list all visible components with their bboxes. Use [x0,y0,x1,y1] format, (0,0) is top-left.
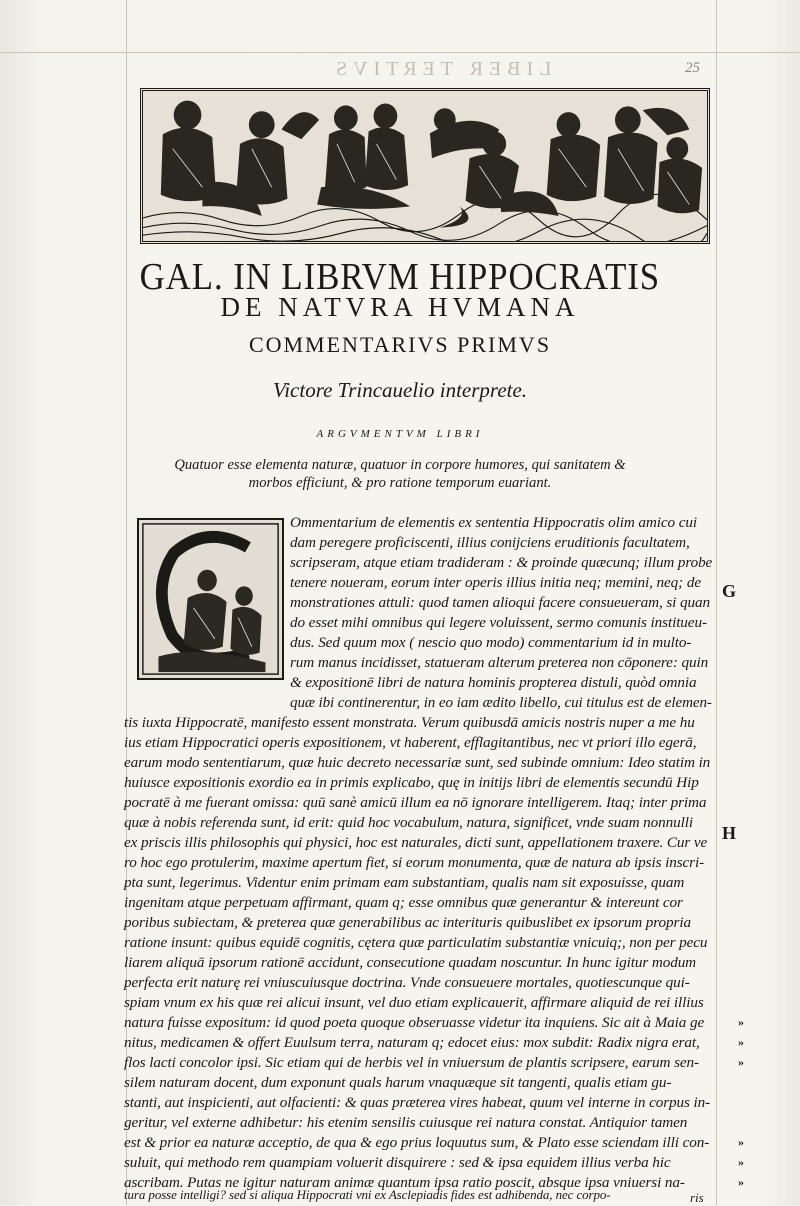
book-title: GAL. IN LIBRVM HIPPOCRATIS [139,256,661,298]
body-line: ro hoc ego protulerim, maxime apertum fiet, si eorum monumenta, quæ de natura ab ipsis inscri- [124,854,705,871]
body-line: dam peregere proficiscenti, illius conijciens eruditionis facultatem, [290,534,690,551]
bleed-through-text: LIBER TERTIVS [330,58,552,80]
body-line: tenere noueram, eorum inter operis illius initia neq; memini, neq; de [290,574,701,591]
body-line: dus. Sed quum mox ( nescio quo modo) commentarium id in multo- [290,634,692,651]
body-line: pocratē à me fuerant omissa: quū sanè amicū illum ea nō ignorare intelligerem. Itaq; inter prima [124,794,707,811]
body-line: ex priscis illis philosophis qui physici, hoc est naturales, dicti sunt, appellationem traxere. Cur ve [124,834,708,851]
body-line: pta sunt, legerimus. Videntur enim primam eam substantiam, qualis nam sit exposuisse, quam [124,874,685,891]
body-line: tura posse intelligi? sed si aliqua Hippocrati vni ex Asclepiadis fides est adhibenda, nec corpo- [124,1187,611,1202]
body-line: ingenitam atque perpetuam affirmant, quam q; esse omnibus quæ generantur & intereunt cor [124,894,683,911]
body-line: earum modo sententiarum, quæ huic decreto necessariæ sunt, sed subinde omnium: Ideo statim in [124,754,711,771]
commentary-heading: COMMENTARIVS PRIMVS [248,332,552,357]
body-line: suluit, qui methodo rem quampiam voluerit disquirere : sed & ipsa equidem illius verba hic [124,1154,671,1171]
quote-mark: » [738,1055,744,1069]
body-line: Ommentarium de elementis ex sententia Hippocratis olim amico cui [290,514,697,531]
body-line: ratione insunt: quibus equidē cognitis, cętera quæ particulatim substantiæ vnicuiq;, non per pecu [124,934,708,951]
quote-mark: » [738,1155,744,1169]
body-line: flos lacti concolor ipsi. Sic etiam qui de herbis vel in vniuersum de plantis scripsere, earum sen- [124,1054,700,1071]
body-line: liarem aliquā ipsorum rationē accidunt, consecutione quadam noscuntur. In hunc igitur modum [124,954,697,971]
argument-line: morbos efficiunt, & pro ratione temporum euariant. [248,475,552,491]
body-line: ascribam. Putas ne igitur naturam animæ quantum ipsa ratio poscit, absque ipsa vniuersi na- [124,1174,685,1191]
margin-letter: H [722,823,737,843]
book-subtitle: DE NATVRA HVMANA [220,292,580,322]
body-line: tis iuxta Hippocratē, manifesto essent monstrata. Verum quibusdā amicis nostris nuper a me hu [124,714,695,731]
body-line: huiusce expositionis exordio ea in primis explicabo, quę in initijs libri de elementis secundū Hip [124,774,699,791]
quote-mark: » [738,1035,744,1049]
page-rule-right [716,0,717,1205]
body-line: spiam vnum ex his quæ rei alicui insunt, vel duo etiam explicauerit, affirmare aliquid de rei illius [124,994,704,1011]
body-line: est & prior ea naturæ acceptio, de qua & ego prius loquutus sum, & Plato esse sciendam illi con- [124,1134,710,1151]
argument-line: Quatuor esse elementa naturæ, quatuor in corpore humores, qui sanitatem & [174,457,626,473]
body-line: poribus subiectam, & preterea quæ generabilibus ac interituris quibuslibet ex ipsorum propria [124,914,691,931]
decorative-engraving [140,88,710,244]
body-line: silem naturam docent, dum exponunt quals harum vnaquæque sit tangenti, qualis etiam gu- [124,1074,672,1091]
body-line: quæ ibi continerentur, in eo iam ædito libello, cui titulus est de elemen- [290,694,712,711]
body-line: & expositionē libri de natura hominis propterea distuli, quòd omnia [290,674,697,691]
quote-mark: » [738,1175,744,1189]
body-line: rum manus incidisset, statueram alterum preterea non cōponere: quin [290,654,709,671]
body-line: stanti, aut inspicienti, aut olfacienti: & quas præterea vires habeat, quum vel interne in corpus in- [124,1094,711,1111]
decorated-initial [137,518,284,680]
argument-heading: ARGVMENTVM LIBRI [316,428,484,440]
body-line: do esset mihi omnibus qui legere voluissent, sermo comunis institueu- [290,614,707,631]
translator-credit: Victore Trincauelio interprete. [272,378,528,402]
body-line: quæ à nobis referenda sunt, id erit: quid hoc vocabulum, natura, significet, vnde suam nonnulli [124,814,693,831]
page-rule-top [0,52,800,53]
body-line: natura fuisse expositum: id quod poeta quoque obseruasse videtur ita inquiens. Sic ait à Maia ge [124,1014,705,1031]
body-line: monstrationes attuli: quod tamen alioqui facere consueueram, si quan [290,594,710,611]
body-line: geritur, vel externe adhibetur: his etenim sensilis cuiusque rei natura constat. Antiquior tamen [124,1114,688,1131]
quote-mark: » [738,1015,744,1029]
body-line: ius etiam Hippocratici operis expositionem, vt haberent, efflagitantibus, nec vt priori illo egerā, [124,734,697,751]
body-line: perfecta erit naturę rei vniuscuiusque doctrina. Vnde consueuere mortales, quotiescunque qui- [124,974,690,991]
body-line: nitus, medicamen & offert Euulsum terra, naturam q; edocet eius: mox subdit: Radix nigra erat, [124,1034,700,1051]
body-line: scripseram, atque etiam tradideram : & proinde quæcunq; illum probe [290,554,713,571]
catchword: ris [690,1190,704,1205]
margin-letter: G [722,581,737,601]
quote-mark: » [738,1135,744,1149]
page-number: 25 [685,60,700,76]
